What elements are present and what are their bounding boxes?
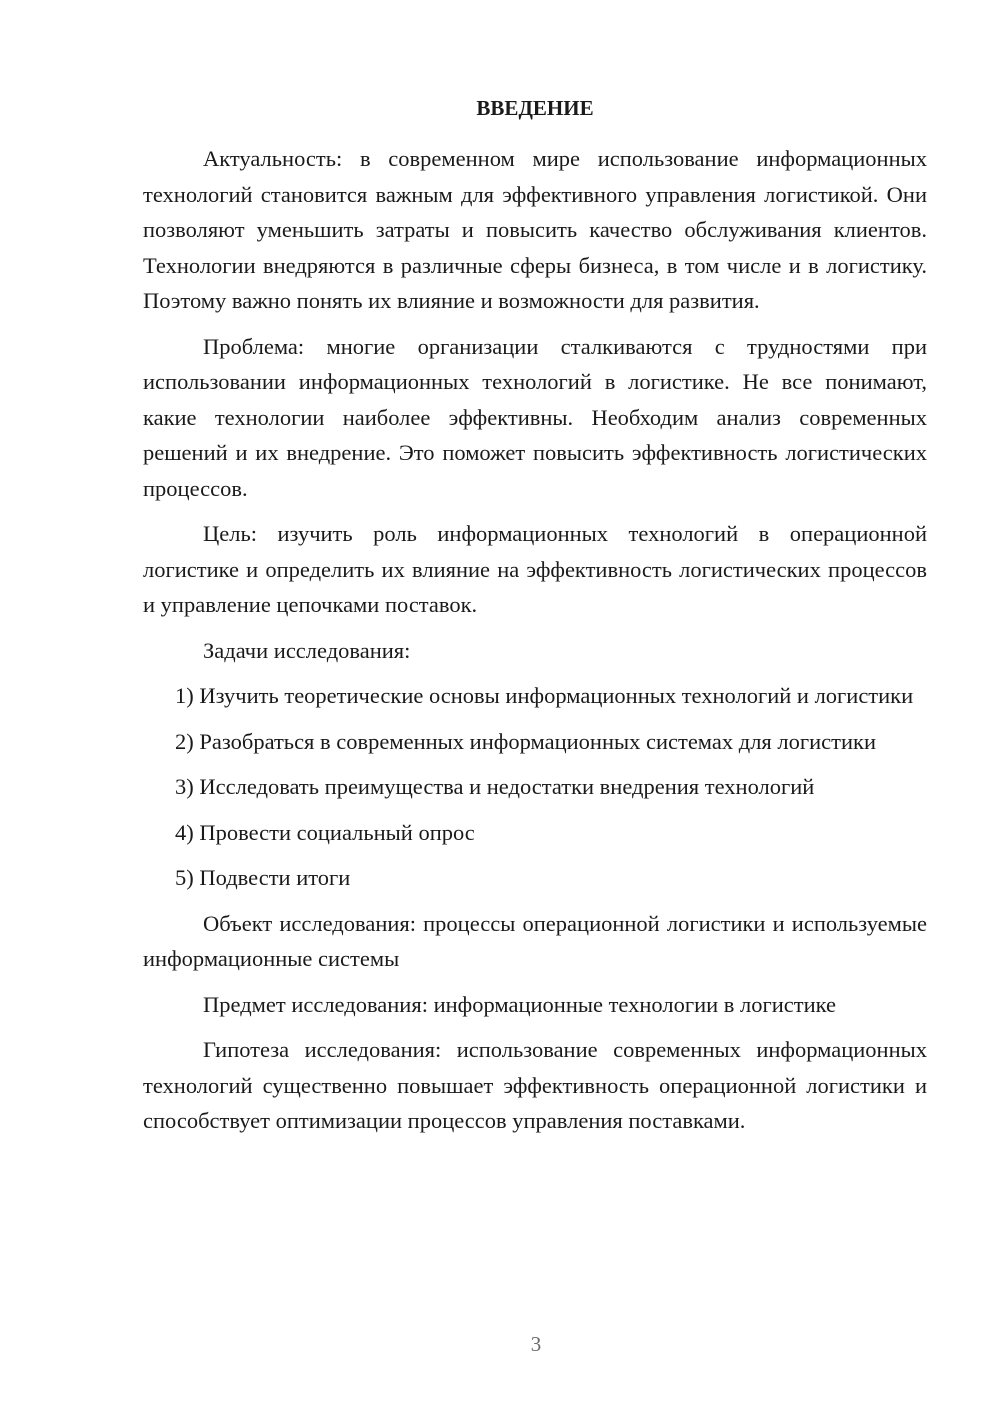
tasks-heading: Задачи исследования:	[203, 637, 411, 663]
paragraph-hypothesis: Гипотеза исследования: использование современных информационных технологий существенно повышает эффективность операционной логистики и способствует оптимизации процессов управления поставками.	[143, 1037, 927, 1133]
page-number: 3	[530, 1332, 542, 1356]
paragraph-problem: Проблема: многие организации сталкиваются с трудностями при использовании информационных технологий в логистике. Не все понимают, какие технологии наиболее эффективны. Необходим анализ современных решений и их внедрение. Это поможет повысить эффективность логистических процессов.	[143, 333, 927, 501]
paragraph-goal: Цель: изучить роль информационных технологий в операционной логистике и определить их влияние на эффективность логистических процессов и управление цепочками поставок.	[143, 521, 927, 617]
paragraph-object: Объект исследования: процессы операционной логистики и используемые информационные системы	[143, 910, 927, 971]
task-item-1: 1) Изучить теоретические основы информационных технологий и логистики	[175, 683, 914, 708]
task-item-5: 5) Подвести итоги	[175, 865, 351, 890]
paragraph-relevance: Актуальность: в современном мире использование информационных технологий становится важным для эффективного управления логистикой. Они позволяют уменьшить затраты и повысить качество обслуживания клиентов. Технологии внедряются в различные сферы бизнеса, в том числе и в логистику. Поэтому важно понять их влияние и возможности для развития.	[143, 146, 927, 313]
task-item-4: 4) Провести социальный опрос	[175, 819, 475, 845]
task-item-2: 2) Разобраться в современных информационных системах для логистики	[175, 728, 876, 754]
document-body	[143, 93, 927, 1149]
paragraph-subject: Предмет исследования: информационные технологии в логистике	[203, 991, 836, 1017]
task-item-3: 3) Исследовать преимущества и недостатки внедрения технологий	[175, 774, 815, 799]
section-title: ВВЕДЕНИЕ	[476, 96, 594, 120]
